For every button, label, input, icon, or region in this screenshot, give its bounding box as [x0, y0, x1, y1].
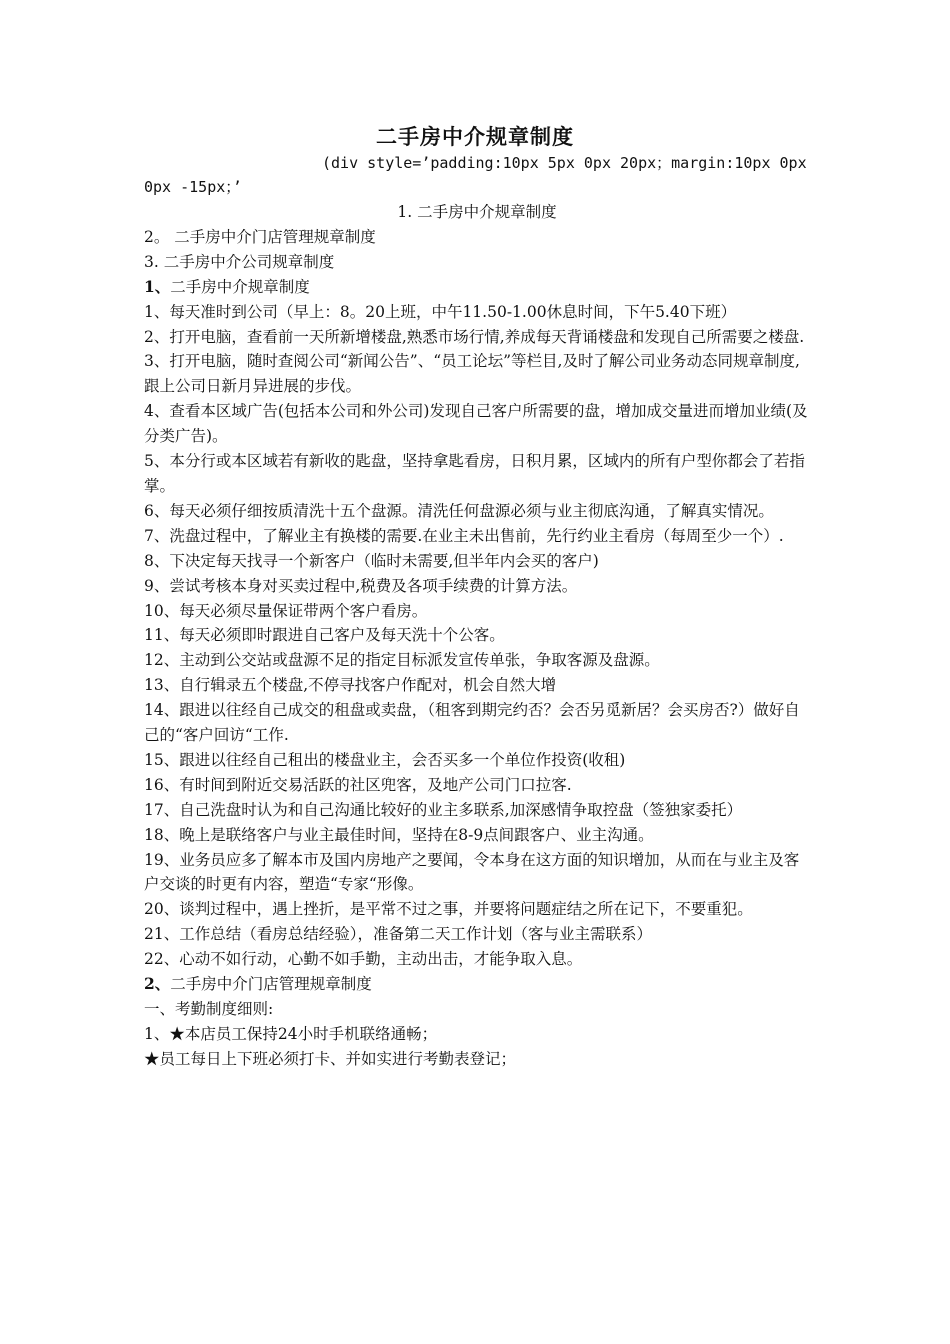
rule-item: 3、打开电脑，随时查阅公司“新闻公告”、“员工论坛”等栏目,及时了解公司业务动态同规章制度,跟上公司日新月异进展的步伐。: [144, 352, 800, 396]
code-line: (div style=’padding:10px 5px 0px 20px；margin:10px 0px: [322, 154, 807, 172]
attendance-rule: 1、★本店员工保持24小时手机联络通畅；: [144, 1024, 438, 1043]
section-1-title: 二手房中介规章制度: [170, 277, 310, 296]
rule-item: 17、自己洗盘时认为和自己沟通比较好的业主多联系,加深感情争取控盘（签独家委托）: [144, 800, 743, 819]
toc-item-2: 2。 二手房中介门店管理规章制度: [144, 227, 376, 246]
rule-item: 7、洗盘过程中，了解业主有换楼的需要.在业主未出售前，先行约业主看房（每周至少一个）.: [144, 526, 784, 545]
rule-item: 21、工作总结（看房总结经验），准备第二天工作计划（客与业主需联系）: [144, 925, 652, 944]
document-title: 二手房中介规章制度: [376, 124, 574, 149]
section-2-heading: [144, 972, 810, 997]
rule-item: 20、谈判过程中，遇上挫折，是平常不过之事，并要将问题症结之所在记下，不要重犯。: [144, 900, 753, 919]
rule-item: 12、主动到公交站或盘源不足的指定目标派发宣传单张，争取客源及盘源。: [144, 651, 660, 670]
rule-item: 16、有时间到附近交易活跃的社区兜客，及地产公司门口拉客.: [144, 775, 572, 794]
rule-item: 2、打开电脑，查看前一天所新增楼盘,熟悉市场行情,养成每天背诵楼盘和发现自己所需要之楼盘.: [144, 327, 805, 346]
rule-item: 6、每天必须仔细按质清洗十五个盘源。清洗任何盘源必须与业主彻底沟通，了解真实情况。: [144, 501, 774, 520]
rule-item: 15、跟进以往经自己租出的楼盘业主，会否买多一个单位作投资(收租): [144, 750, 626, 769]
rule-item: 18、晚上是联络客户与业主最佳时间，坚持在8-9点间跟客户、业主沟通。: [144, 825, 654, 844]
rule-item: 1、每天准时到公司（早上：8。20上班，中午11.50-1.00休息时间，下午5.40下班）: [144, 302, 737, 321]
subsection-heading: 一、考勤制度细则:: [144, 1000, 274, 1018]
rule-item: 10、每天必须尽量保证带两个客户看房。: [144, 601, 428, 620]
toc-item-3: 3. 二手房中介公司规章制度: [144, 252, 335, 271]
rule-item: 5、本分行或本区域若有新收的匙盘，坚持拿匙看房，日积月累，区域内的所有户型你都会了若指掌。: [144, 452, 805, 495]
rule-item: 4、查看本区域广告(包括本公司和外公司)发现自己客户所需要的盘，增加成交量进而增加业绩(及分类广告)。: [144, 402, 808, 446]
section-1-heading: [144, 275, 810, 300]
attendance-rule: ★员工每日上下班必须打卡、并如实进行考勤表登记；: [144, 1049, 517, 1068]
toc-item-1: 1. 二手房中介规章制度: [397, 203, 557, 221]
document-body: [144, 200, 810, 1072]
section-1-number: 1、: [144, 276, 171, 296]
rule-item: 13、自行辑录五个楼盘,不停寻找客户作配对，机会自然大增: [144, 676, 557, 695]
code-line-continued: 0px -15px；’: [144, 178, 242, 196]
rule-item: 8、下决定每天找寻一个新客户（临时未需要,但半年内会买的客户): [144, 551, 599, 570]
rule-item: 22、心动不如行动，心勤不如手勤，主动出击，才能争取入息。: [144, 950, 583, 969]
rule-item: 9、尝试考核本身对买卖过程中,税费及各项手续费的计算方法。: [144, 576, 578, 595]
rule-item: 19、业务员应多了解本市及国内房地产之要闻，令本身在这方面的知识增加，从而在与业主及客户交谈的时更有内容，塑造“专家“形像。: [144, 850, 800, 894]
section-2-title: 二手房中介门店管理规章制度: [170, 975, 372, 994]
rule-item: 14、跟进以往经自己成交的租盘或卖盘，（租客到期完约否？会否另觅新居？会买房否?）做好自己的“客户回访“工作.: [144, 701, 800, 745]
section-2-number: 2、: [144, 974, 171, 994]
rule-item: 11、每天必须即时跟进自己客户及每天洗十个公客。: [144, 626, 505, 645]
